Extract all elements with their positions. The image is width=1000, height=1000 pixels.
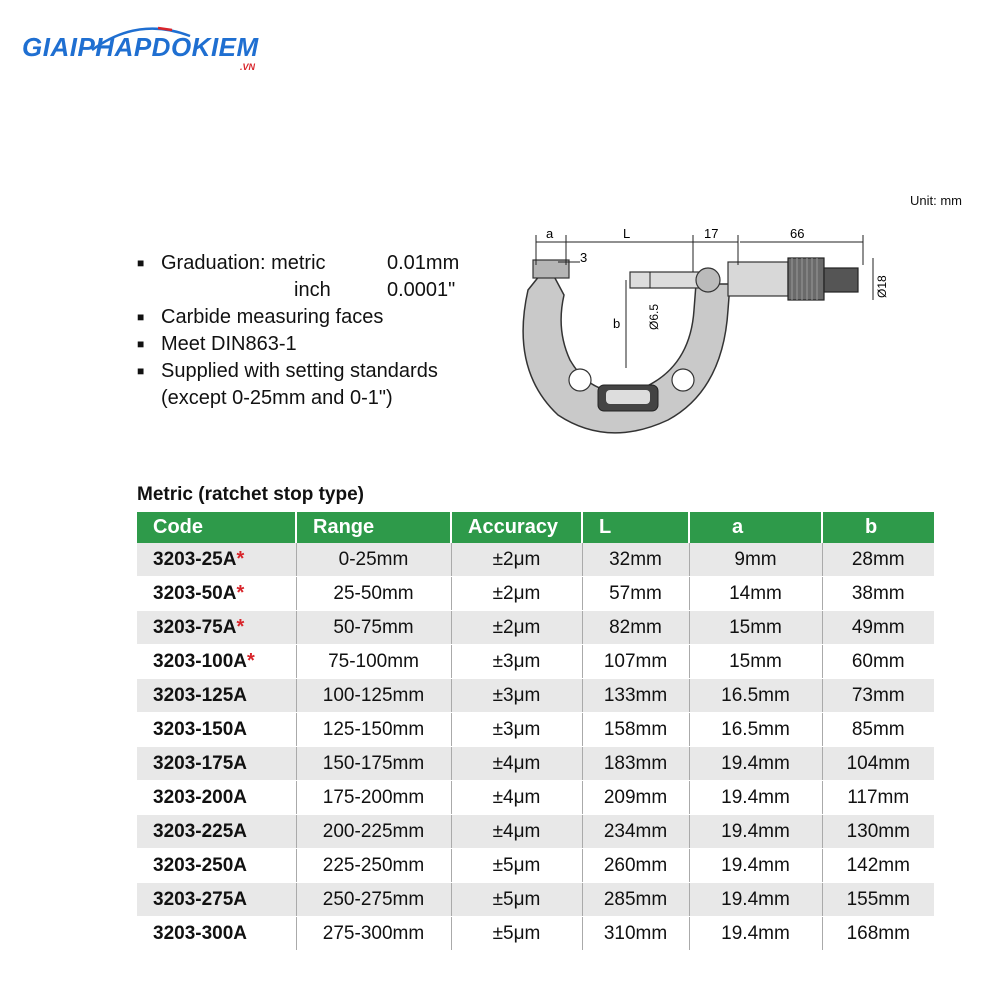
a-cell <box>689 883 822 917</box>
b-cell <box>822 883 934 917</box>
l-cell-text: 260mm <box>603 854 668 876</box>
range-cell-text: 100-125mm <box>322 684 425 706</box>
accuracy-cell-text: ±3μm <box>492 718 541 740</box>
range-cell <box>296 679 451 713</box>
unit-label: Unit: mm <box>910 193 962 208</box>
range-cell-text: 75-100mm <box>328 650 419 672</box>
code-cell <box>137 849 296 883</box>
bullet-icon: ■ <box>137 310 145 324</box>
code-cell-text: 3203-125A <box>153 684 248 706</box>
code-cell <box>137 679 296 713</box>
star-marker: * <box>236 582 245 604</box>
header-b: b <box>822 512 934 543</box>
b-cell-text: 73mm <box>851 684 905 706</box>
bullet-icon: ■ <box>137 337 145 351</box>
range-cell <box>296 611 451 645</box>
accuracy-cell <box>451 747 582 781</box>
table-row <box>137 577 934 611</box>
table-row <box>137 883 934 917</box>
range-cell <box>296 815 451 849</box>
graduation-inch-value: 0.0001" <box>387 279 456 301</box>
bullet-icon: ■ <box>137 256 145 270</box>
dim-d18-label: Ø18 <box>875 275 889 298</box>
code-cell <box>137 577 296 611</box>
a-cell-text: 9mm <box>734 548 777 570</box>
range-cell-text: 25-50mm <box>333 582 414 604</box>
code-cell-text: 3203-275A <box>153 888 248 910</box>
spec-text: (except 0-25mm and 0-1") <box>161 387 393 409</box>
dim-b-label: b <box>613 316 621 331</box>
table-row <box>137 645 934 679</box>
graduation-label: Graduation: metric <box>161 252 326 274</box>
l-cell <box>582 713 689 747</box>
code-cell-text: 3203-175A <box>153 752 248 774</box>
code-cell-text: 3203-200A <box>153 786 248 808</box>
b-cell <box>822 849 934 883</box>
a-cell <box>689 645 822 679</box>
accuracy-cell-text: ±4μm <box>492 786 541 808</box>
dim-66-label: 66 <box>790 226 805 241</box>
accuracy-cell <box>451 713 582 747</box>
a-cell <box>689 577 822 611</box>
code-cell <box>137 543 296 577</box>
b-cell <box>822 679 934 713</box>
a-cell <box>689 815 822 849</box>
micrometer-drawing-icon <box>523 235 873 433</box>
accuracy-cell <box>451 815 582 849</box>
l-cell <box>582 781 689 815</box>
accuracy-cell-text: ±5μm <box>492 854 541 876</box>
b-cell-text: 142mm <box>846 854 910 876</box>
l-cell-text: 82mm <box>609 616 662 638</box>
code-cell-text: 3203-300A <box>153 922 248 944</box>
l-cell-text: 32mm <box>609 548 662 570</box>
b-cell <box>822 543 934 577</box>
spec-text: Meet DIN863-1 <box>161 333 297 355</box>
b-cell-text: 85mm <box>851 718 905 740</box>
b-cell-text: 49mm <box>851 616 905 638</box>
range-cell <box>296 577 451 611</box>
a-cell-text: 19.4mm <box>721 752 790 774</box>
l-cell <box>582 883 689 917</box>
accuracy-cell <box>451 577 582 611</box>
header-range: Range <box>296 512 451 543</box>
a-cell-text: 15mm <box>729 650 782 672</box>
header-code: Code <box>137 512 296 543</box>
l-cell <box>582 577 689 611</box>
code-cell <box>137 781 296 815</box>
a-cell-text: 19.4mm <box>721 888 790 910</box>
l-cell-text: 183mm <box>603 752 668 774</box>
code-cell-text: 3203-75A <box>153 617 237 638</box>
a-cell <box>689 679 822 713</box>
b-cell-text: 60mm <box>851 650 905 672</box>
a-cell <box>689 849 822 883</box>
code-cell-text: 3203-150A <box>153 718 248 740</box>
dim-a-label: a <box>546 226 554 241</box>
l-cell-text: 234mm <box>603 820 668 842</box>
graduation-inch-label: inch <box>294 279 331 301</box>
range-cell-text: 250-275mm <box>322 888 425 910</box>
accuracy-cell-text: ±5μm <box>492 922 541 944</box>
accuracy-cell-text: ±2μm <box>492 582 541 604</box>
b-cell-text: 104mm <box>846 752 910 774</box>
range-cell <box>296 917 451 951</box>
range-cell-text: 50-75mm <box>333 616 414 638</box>
spec-item-standards <box>137 358 459 385</box>
code-cell-text: 3203-50A <box>153 583 237 604</box>
header-accuracy: Accuracy <box>451 512 582 543</box>
spec-table <box>137 512 934 951</box>
b-cell <box>822 781 934 815</box>
spec-text: Carbide measuring faces <box>161 306 384 328</box>
b-cell <box>822 577 934 611</box>
graduation-metric-value: 0.01mm <box>387 252 460 274</box>
a-cell-text: 16.5mm <box>721 684 790 706</box>
range-cell-text: 200-225mm <box>322 820 425 842</box>
accuracy-cell <box>451 645 582 679</box>
table-row <box>137 917 934 951</box>
spec-text: Supplied with setting standards <box>161 360 438 382</box>
code-cell-text: 3203-25A <box>153 549 237 570</box>
b-cell <box>822 611 934 645</box>
code-cell-text: 3203-250A <box>153 854 248 876</box>
accuracy-cell <box>451 849 582 883</box>
b-cell <box>822 713 934 747</box>
l-cell-text: 107mm <box>603 650 668 672</box>
table-header-row <box>137 512 934 543</box>
a-cell-text: 14mm <box>729 582 782 604</box>
b-cell <box>822 645 934 679</box>
brand-logo <box>22 22 292 82</box>
a-cell-text: 19.4mm <box>721 820 790 842</box>
l-cell <box>582 611 689 645</box>
code-cell-text: 3203-100A <box>153 651 248 672</box>
b-cell <box>822 815 934 849</box>
l-cell <box>582 815 689 849</box>
l-cell-text: 310mm <box>603 922 668 944</box>
a-cell <box>689 781 822 815</box>
dim-17-label: 17 <box>704 226 719 241</box>
dim-l-label: L <box>623 226 631 241</box>
a-cell <box>689 917 822 951</box>
b-cell <box>822 917 934 951</box>
range-cell <box>296 747 451 781</box>
l-cell <box>582 645 689 679</box>
a-cell <box>689 747 822 781</box>
accuracy-cell-text: ±5μm <box>492 888 541 910</box>
table-row <box>137 815 934 849</box>
l-cell-text: 158mm <box>603 718 668 740</box>
accuracy-cell <box>451 917 582 951</box>
code-cell <box>137 747 296 781</box>
b-cell-text: 130mm <box>846 820 910 842</box>
star-marker: * <box>247 650 255 672</box>
a-cell <box>689 543 822 577</box>
range-cell <box>296 713 451 747</box>
b-cell-text: 168mm <box>846 922 910 944</box>
a-cell-text: 19.4mm <box>721 786 790 808</box>
table-row <box>137 713 934 747</box>
table-row <box>137 679 934 713</box>
b-cell-text: 155mm <box>846 888 910 910</box>
code-cell <box>137 815 296 849</box>
a-cell-text: 16.5mm <box>721 718 790 740</box>
accuracy-cell <box>451 883 582 917</box>
accuracy-cell-text: ±3μm <box>492 650 541 672</box>
accuracy-cell <box>451 611 582 645</box>
accuracy-cell-text: ±2μm <box>492 548 541 570</box>
l-cell <box>582 679 689 713</box>
range-cell <box>296 849 451 883</box>
a-cell-text: 19.4mm <box>721 922 790 944</box>
logo-suffix: .VN <box>240 62 256 72</box>
micrometer-diagram <box>518 220 898 450</box>
b-cell <box>822 747 934 781</box>
l-cell-text: 57mm <box>609 582 662 604</box>
l-cell <box>582 543 689 577</box>
l-cell <box>582 849 689 883</box>
l-cell <box>582 917 689 951</box>
range-cell <box>296 883 451 917</box>
spec-item-carbide <box>137 304 459 331</box>
range-cell-text: 0-25mm <box>338 548 409 570</box>
a-cell <box>689 713 822 747</box>
range-cell <box>296 781 451 815</box>
code-cell <box>137 611 296 645</box>
l-cell <box>582 747 689 781</box>
range-cell-text: 150-175mm <box>322 752 425 774</box>
table-row <box>137 543 934 577</box>
star-marker: * <box>236 548 245 570</box>
spec-list <box>137 250 459 412</box>
range-cell-text: 225-250mm <box>322 854 425 876</box>
spec-item-inch <box>137 277 459 304</box>
accuracy-cell <box>451 679 582 713</box>
b-cell-text: 38mm <box>851 582 905 604</box>
accuracy-cell-text: ±4μm <box>492 820 541 842</box>
a-cell-text: 19.4mm <box>721 854 790 876</box>
accuracy-cell-text: ±2μm <box>492 616 541 638</box>
code-cell <box>137 713 296 747</box>
range-cell-text: 125-150mm <box>322 718 425 740</box>
code-cell <box>137 645 296 679</box>
bullet-icon: ■ <box>137 364 145 378</box>
table-row <box>137 849 934 883</box>
range-cell <box>296 543 451 577</box>
code-cell <box>137 917 296 951</box>
dim-d65-label: Ø6.5 <box>647 303 661 330</box>
accuracy-cell <box>451 543 582 577</box>
accuracy-cell-text: ±4μm <box>492 752 541 774</box>
table-title: Metric (ratchet stop type) <box>137 484 364 505</box>
range-cell-text: 175-200mm <box>322 786 425 808</box>
table-row <box>137 781 934 815</box>
spec-item-standards-note <box>137 385 459 412</box>
table-row <box>137 747 934 781</box>
header-l: L <box>582 512 689 543</box>
range-cell-text: 275-300mm <box>322 922 425 944</box>
range-cell <box>296 645 451 679</box>
code-cell <box>137 883 296 917</box>
l-cell-text: 285mm <box>603 888 668 910</box>
dim-3-label: 3 <box>580 250 588 265</box>
accuracy-cell <box>451 781 582 815</box>
logo-text: GIAIPHAPDOKIEM <box>22 32 259 62</box>
l-cell-text: 133mm <box>603 684 668 706</box>
star-marker: * <box>236 616 245 638</box>
a-cell <box>689 611 822 645</box>
a-cell-text: 15mm <box>729 616 782 638</box>
table-row <box>137 611 934 645</box>
b-cell-text: 117mm <box>847 786 910 808</box>
accuracy-cell-text: ±3μm <box>492 684 541 706</box>
header-a: a <box>689 512 822 543</box>
spec-item-din <box>137 331 459 358</box>
b-cell-text: 28mm <box>851 548 905 570</box>
spec-item-graduation <box>137 250 459 277</box>
code-cell-text: 3203-225A <box>153 820 248 842</box>
l-cell-text: 209mm <box>603 786 668 808</box>
